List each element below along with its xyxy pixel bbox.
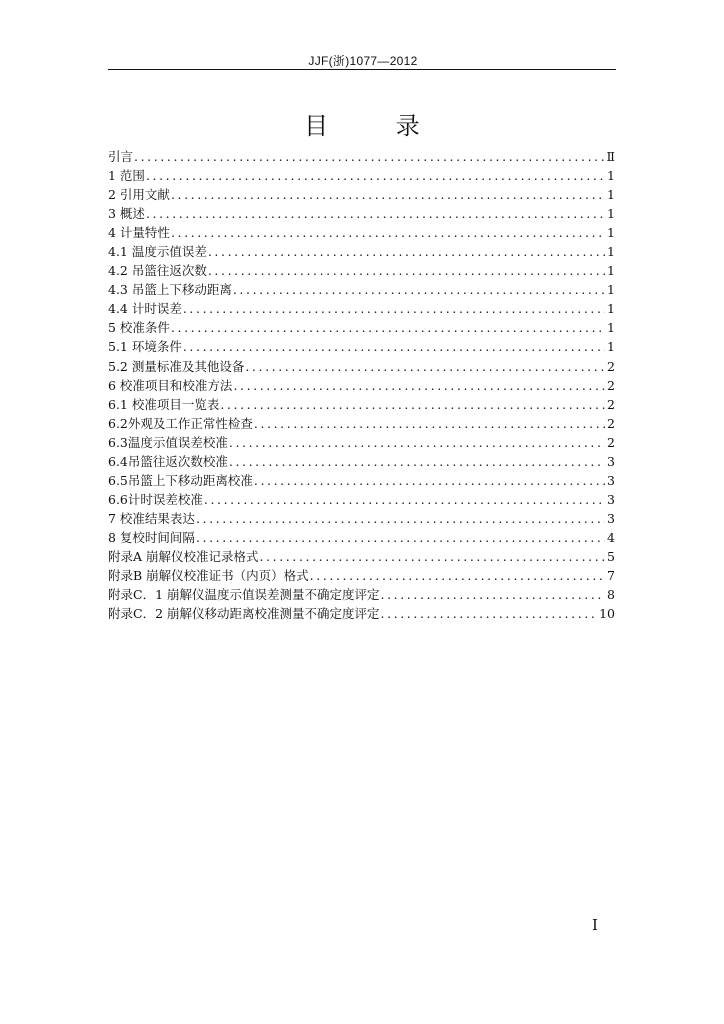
toc-page-number: 1 <box>607 263 615 279</box>
toc-page-number: 2 <box>607 377 615 393</box>
toc-entry[interactable] <box>108 261 615 280</box>
toc-entry-label: 3 概述 <box>108 206 145 222</box>
toc-leader-dots <box>220 395 605 414</box>
toc-leader-dots <box>381 604 598 623</box>
toc-entry-label: 4.2 吊篮往返次数 <box>108 263 207 279</box>
toc-entry-label: 6 校准项目和校准方法 <box>108 377 233 393</box>
toc-leader-dots <box>381 585 606 604</box>
toc-page-number: 1 <box>607 225 615 241</box>
toc-entry-label: 4.4 计时误差 <box>108 301 182 317</box>
toc-leader-dots <box>245 357 605 376</box>
toc-page-number: 5 <box>607 548 615 564</box>
toc-leader-dots <box>229 433 605 452</box>
toc-entry[interactable] <box>108 299 615 318</box>
toc-entry-label: 附录B 崩解仪校准证书（内页）格式 <box>108 568 309 584</box>
toc-page-number: 8 <box>607 587 615 603</box>
header-rule <box>108 69 616 70</box>
toc-entry[interactable] <box>108 414 615 433</box>
toc-entry-label: 6.5吊篮上下移动距离校准 <box>108 472 253 488</box>
toc-entry-label: 4 计量特性 <box>108 225 170 241</box>
toc-leader-dots <box>254 414 605 433</box>
toc-entry-label: 6.4吊篮往返次数校准 <box>108 453 228 469</box>
toc-leader-dots <box>134 147 604 166</box>
toc-entry[interactable] <box>108 185 615 204</box>
toc-leader-dots <box>146 166 605 185</box>
toc-entry[interactable] <box>108 376 615 395</box>
toc-leader-dots <box>146 204 605 223</box>
toc-leader-dots <box>233 280 605 299</box>
toc-entry-label: 8 复校时间间隔 <box>108 529 195 545</box>
toc-page-number: 2 <box>607 434 615 450</box>
toc-page-number: 1 <box>607 339 615 355</box>
toc-leader-dots <box>208 242 605 261</box>
toc-entry-label: 4.3 吊篮上下移动距离 <box>108 282 232 298</box>
toc-leader-dots <box>233 376 605 395</box>
running-header: JJF(浙)1077—2012 <box>308 54 418 68</box>
toc-page-number: 4 <box>607 529 615 545</box>
toc-entry[interactable] <box>108 547 615 566</box>
toc-entry-label: 附录C．1 崩解仪温度示值误差测量不确定度评定 <box>108 587 380 603</box>
toc-page-number: 1 <box>607 301 615 317</box>
toc-entry[interactable] <box>108 566 615 585</box>
toc-entry[interactable] <box>108 585 615 604</box>
toc-page-number: Ⅱ <box>606 149 615 164</box>
toc-entry[interactable] <box>108 604 615 623</box>
toc-page-number: 1 <box>607 187 615 203</box>
toc-entry-label: 2 引用文献 <box>108 187 170 203</box>
toc-page-number: 7 <box>607 568 615 584</box>
toc-entry-label: 6.1 校准项目一览表 <box>108 396 220 412</box>
toc-entry[interactable] <box>108 395 615 414</box>
toc-page-number: 1 <box>607 320 615 336</box>
toc-page-number: 1 <box>607 244 615 260</box>
table-of-contents <box>108 147 615 623</box>
toc-page-number: 2 <box>607 396 615 412</box>
toc-leader-dots <box>171 318 605 337</box>
toc-page-number: 1 <box>607 282 615 298</box>
toc-entry[interactable] <box>108 280 615 299</box>
toc-entry[interactable] <box>108 357 615 376</box>
toc-entry-label: 6.2外观及工作正常性检查 <box>108 415 253 431</box>
toc-entry-label: 6.3温度示值误差校准 <box>108 434 228 450</box>
toc-entry-label: 1 范围 <box>108 168 145 184</box>
toc-entry-label: 引言 <box>108 149 134 164</box>
toc-entry-label: 6.6计时误差校准 <box>108 491 203 507</box>
toc-entry-label: 7 校准结果表达 <box>108 510 195 526</box>
toc-entry[interactable] <box>108 242 615 261</box>
toc-entry-label: 4.1 温度示值误差 <box>108 244 207 260</box>
toc-entry[interactable] <box>108 433 615 452</box>
toc-leader-dots <box>254 471 605 490</box>
toc-page-number: 3 <box>607 453 615 469</box>
toc-leader-dots <box>208 261 605 280</box>
toc-page-number: 2 <box>607 358 615 374</box>
toc-entry[interactable] <box>108 509 615 528</box>
toc-page-number: 3 <box>607 491 615 507</box>
toc-page-number: 3 <box>607 510 615 526</box>
page-title: 目 录 <box>304 112 450 141</box>
toc-leader-dots <box>204 490 605 509</box>
toc-entry[interactable] <box>108 337 615 356</box>
toc-leader-dots <box>310 566 605 585</box>
toc-entry-label: 5 校准条件 <box>108 320 170 336</box>
toc-leader-dots <box>183 299 605 318</box>
toc-page-number: 2 <box>607 415 615 431</box>
toc-entry[interactable] <box>108 318 615 337</box>
toc-page-number: 1 <box>607 206 615 222</box>
toc-page-number: 3 <box>607 472 615 488</box>
toc-entry[interactable] <box>108 166 615 185</box>
toc-entry-label: 5.1 环境条件 <box>108 339 182 355</box>
toc-leader-dots <box>196 509 605 528</box>
toc-entry-label: 5.2 测量标准及其他设备 <box>108 358 245 374</box>
toc-leader-dots <box>171 185 605 204</box>
toc-entry[interactable] <box>108 204 615 223</box>
toc-leader-dots <box>183 337 605 356</box>
toc-entry[interactable] <box>108 528 615 547</box>
toc-entry[interactable] <box>108 452 615 471</box>
toc-entry[interactable] <box>108 490 615 509</box>
toc-page-number: 1 <box>607 168 615 184</box>
toc-entry-label: 附录A 崩解仪校准记录格式 <box>108 548 259 564</box>
toc-leader-dots <box>229 452 605 471</box>
toc-leader-dots <box>260 547 606 566</box>
toc-leader-dots <box>171 223 605 242</box>
toc-page-number: 10 <box>599 606 615 622</box>
toc-leader-dots <box>196 528 605 547</box>
toc-entry[interactable] <box>108 471 615 490</box>
toc-entry-label: 附录C．2 崩解仪移动距离校准测量不确定度评定 <box>108 606 380 622</box>
page-folio: I <box>592 916 598 934</box>
toc-entry[interactable] <box>108 147 615 166</box>
toc-entry[interactable] <box>108 223 615 242</box>
